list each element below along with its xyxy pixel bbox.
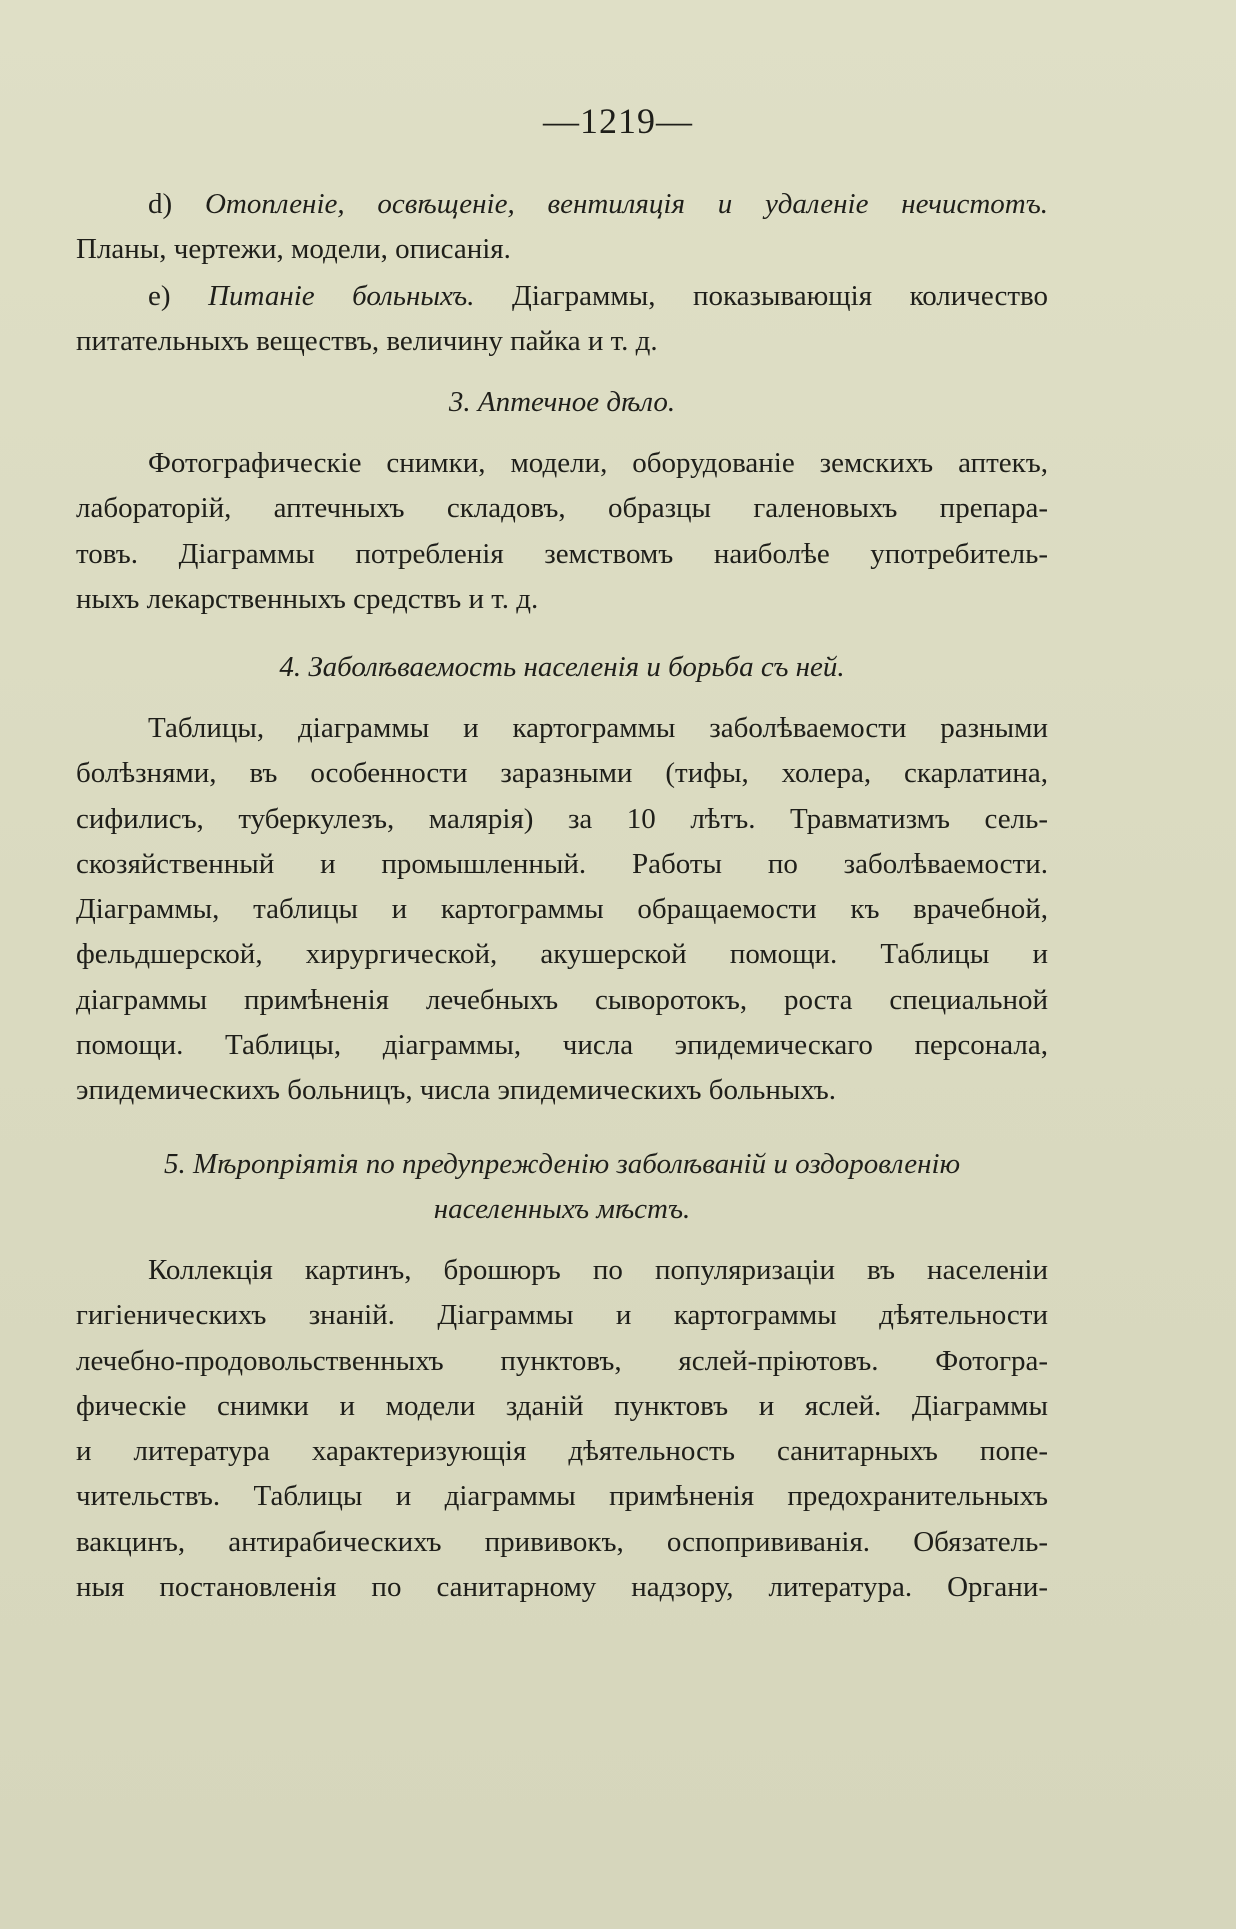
para-line: сифилисъ, туберкулезъ, малярія) за 10 лѣтъ. Травматизмъ сель- xyxy=(76,802,1048,835)
para-line: болѣзнями, въ особенности заразными (тифы, холера, скарлатина, xyxy=(76,757,1048,790)
section-e xyxy=(76,274,1048,365)
heading-5-line-1: 5. Мѣропріятія по предупрежденію заболѣваній и оздоровленію xyxy=(163,1148,961,1180)
section-e-title: Питаніе больныхъ. xyxy=(208,280,475,312)
heading-4: 4. Заболѣваемость населенія и борьба съ ней. xyxy=(279,651,845,683)
paragraph-4 xyxy=(76,706,1048,1114)
para-line: фическіе снимки и модели зданій пунктовъ и яслей. Діаграммы xyxy=(76,1389,1048,1422)
para-line: ныхъ лекарственныхъ средствъ и т. д. xyxy=(76,582,539,615)
para-line: Коллекція картинъ, брошюръ по популяризаціи въ населеніи xyxy=(148,1254,1048,1286)
heading-3: 3. Аптечное дѣло. xyxy=(448,386,676,418)
para-line: скозяйственный и промышленный. Работы по заболѣваемости. xyxy=(76,847,1048,880)
section-d-label: d) xyxy=(148,188,173,220)
section-d-line-1 xyxy=(76,182,1048,227)
section-e-line-1-rest: Діаграммы, показывающія количество xyxy=(512,280,1049,312)
para-line: діаграммы примѣненія лечебныхъ сыворотокъ, роста специальной xyxy=(76,983,1048,1016)
section-e-line-1 xyxy=(76,274,1048,319)
para-line: Фотографическіе снимки, модели, оборудованіе земскихъ аптекъ, xyxy=(148,447,1048,479)
section-e-line-2: питательныхъ веществъ, величину пайка и т. д. xyxy=(76,325,658,358)
section-d xyxy=(76,182,1048,273)
page-number: —1219— xyxy=(543,101,693,141)
para-line: чительствъ. Таблицы и діаграммы примѣненія предохранительныхъ xyxy=(76,1480,1048,1513)
para-line: фельдшерской, хирургической, акушерской помощи. Таблицы и xyxy=(76,938,1048,971)
section-e-label: e) xyxy=(148,280,171,312)
para-line: ныя постановленія по санитарному надзору, литература. Органи- xyxy=(76,1571,1048,1604)
para-line: лечебно-продовольственныхъ пунктовъ, яслей-пріютовъ. Фотогра- xyxy=(76,1344,1048,1377)
para-line: эпидемическихъ больницъ, числа эпидемическихъ больныхъ. xyxy=(76,1074,836,1107)
para-line: Таблицы, діаграммы и картограммы заболѣваемости разными xyxy=(148,712,1048,744)
section-d-line-2: Планы, чертежи, модели, описанія. xyxy=(76,233,511,266)
paragraph-3 xyxy=(76,441,1048,622)
para-line: товъ. Діаграммы потребленія земствомъ наиболѣе употребитель- xyxy=(76,537,1048,570)
para-line: помощи. Таблицы, діаграммы, числа эпидемическаго персонала, xyxy=(76,1029,1048,1062)
para-line: гигіеническихъ знаній. Діаграммы и картограммы дѣятельности xyxy=(76,1299,1048,1332)
para-line: лабораторій, аптечныхъ складовъ, образцы галеновыхъ препара- xyxy=(76,492,1048,525)
para-line: вакцинъ, антирабическихъ прививокъ, оспопрививанія. Обязатель- xyxy=(76,1525,1048,1558)
heading-5 xyxy=(76,1142,1048,1232)
paragraph-5 xyxy=(76,1248,1048,1610)
section-d-title: Отопленіе, освѣщеніе, вентиляція и удаленіе нечистотъ. xyxy=(204,188,1049,220)
heading-5-line-2: населенныхъ мѣстъ. xyxy=(433,1193,691,1225)
para-line: Діаграммы, таблицы и картограммы обращаемости къ врачебной, xyxy=(76,893,1048,926)
para-line: и литература характеризующія дѣятельность санитарныхъ попе- xyxy=(76,1435,1048,1468)
